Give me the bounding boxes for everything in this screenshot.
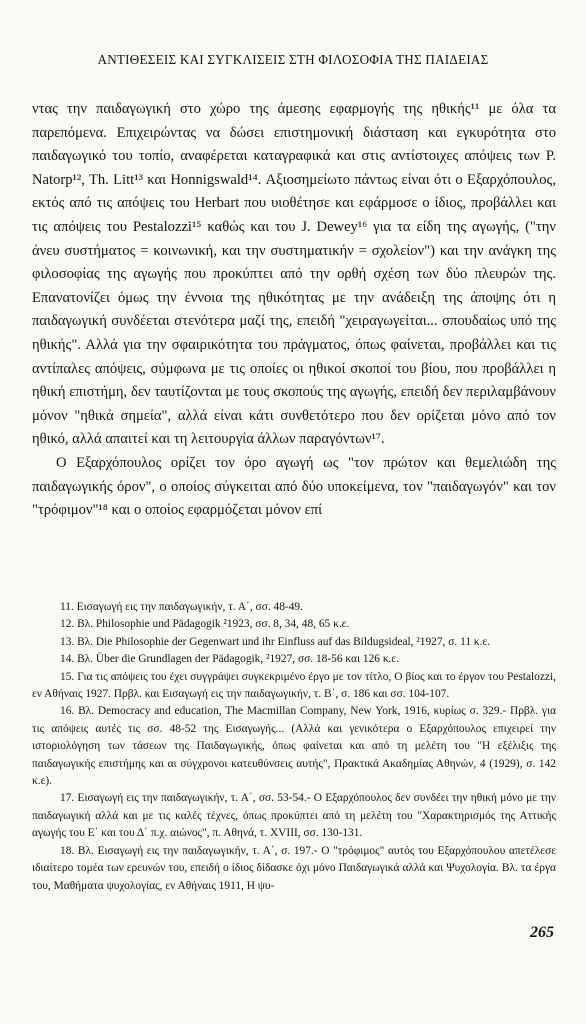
footnote-17: 17. Εισαγωγή εις την παιδαγωγικήν, τ. Α΄, σσ. 53-54.- Ο Εξαρχόπουλος δεν συνδέει την ηθική μόνο με την παιδαγωγική αλλά και με τις καλές τέχνες, όπως προκύπτει από τη μελέτη του "Χαρακτηρισμός της Αττικής αγωγής του Ε΄ και του Δ΄ π.χ. αιώνος", π. Αθηνά, τ. XVIII, σσ. 130-131. [32, 792, 556, 840]
page-number: 265 [530, 924, 554, 941]
main-text [32, 98, 556, 523]
paragraph-2: Ο Εξαρχόπουλος ορίζει τον όρο αγωγή ως "τον πρώτον και θεμελιώδη της παιδαγωγικής όρον", ο οποίος σύγκειται από δύο υποκείμενα, τον "παιδαγωγόν" και τον "τρόφιμον"¹⁸ και ο οποίος εφαρμόζεται μόνον επί [32, 454, 556, 519]
footnote-18: 18. Βλ. Εισαγωγή εις την παιδαγωγικήν, τ. Α΄, σ. 197.- Ο "τρόφιμος" αυτός του Εξαρχόπουλου απετέλεσε ιδιαίτερο τομέα των ερευνών του, επειδή ο ίδιος δίδασκε όχι μόνο Παιδαγωγικά αλλά και Ψυχολογία. Βλ. τα έργα του, Μαθήματα ψυχολογίας, εν Αθήναις 1911, Η ψυ- [32, 844, 556, 892]
footnote-15: 15. Για τις απόψεις του έχει συγγράψει συγκεκριμένο έργο με τον τίτλο, Ο βίος και το έργον του Pestalozzi, εν Αθήναις 1927. Πρβλ. και Εισαγωγή εις την παιδαγωγικήν, τ. Β΄, σ. 186 και σσ. 104-107. [32, 670, 556, 701]
footnote-12: 12. Βλ. Philosophie und Pädagogik ²1923, σσ. 8, 34, 48, 65 κ.ε. [60, 618, 350, 631]
paragraph-1: ντας την παιδαγωγική στο χώρο της άμεσης εφαρμογής της ηθικής¹¹ με όλα τα παρεπόμενα. Επιχειρώντας να δώσει επιστημονική διάσταση και εγκυρότητα στο παιδαγωγικό του τοπίο, αναφέρεται καταγραφικά και στις αντίστοιχες απόψεις των P. Natorp¹², Th. Litt¹³ και Honnigswald¹⁴. Αξιοσημείωτο πάντως είναι ότι ο Εξαρχόπουλος, εκτός από τις απόψεις του Herbart που υιοθέτησε και εφάρμοσε ο ίδιος, προβάλλει και τις απόψεις του Pestalozzi¹⁵ καθώς και του J. Dewey¹⁶ για τα είδη της αγωγής, ("την άνευ συστήματος = κοινωνική, και την συστηματικήν = σχολείον") και την ανάγκη της φιλοσοφίας της αγωγής που προκύπτει από την ορθή σχέση των δύο πλευρών της. Επανατονίζει όμως την έννοια της ηθικότητας με την ανάδειξη της άποψης ότι η παιδαγωγική συνδέεται στενότερα μαζί της, επειδή "χειραγωγείται... σπουδαίως υπό της ηθικής". Αλλά για την σφαιρικότητα του πράγματος, όπως φαίνεται, προβάλλει και τις αντίπαλες απόψεις, σύμφωνα με τις οποίες οι ηθικοί σκοποί του βίου, που προβάλλει η ηθική επιστήμη, δεν ταυτίζονται με τους σκοπούς της αγωγής, επειδή δεν περιλαμβάνουν μόνον "ηθικά σημεία", αλλά είναι κάτι συνθετότερο που δεν ορίζεται μόνο από τον ηθικό, αλλά απαιτεί και τη λειτουργία άλλων παραγόντων¹⁷. [32, 101, 556, 448]
running-header: ΑΝΤΙΘΕΣΕΙΣ ΚΑΙ ΣΥΓΚΛΙΣΕΙΣ ΣΤΗ ΦΙΛΟΣΟΦΙΑ ΤΗΣ ΠΑΙΔΕΙΑΣ [97, 52, 489, 67]
footnotes [32, 599, 556, 895]
footnote-13: 13. Βλ. Die Philosophie der Gegenwart und ihr Einfluss auf das Bildugsideal, ²1927, σ. 11 κ.ε. [60, 635, 491, 648]
footnote-14: 14. Βλ. Über die Grundlagen der Pädagogik, ²1927, σσ. 18-56 και 126 κ.ε. [60, 653, 400, 666]
footnote-16: 16. Βλ. Democracy and education, The Macmillan Company, New York, 1916, κυρίως σ. 329.- Πρβλ. για τις απόψεις αυτές τις σσ. 48-52 της Εισαγωγής... (Αλλά και γενικότερα ο Εξαρχόπουλος επιχειρεί την ιστοριολόγηση των τάσεων της Παιδαγωγικής, όπως φαίνεται και από τη μελέτη του "Η εξέλιξις της παιδαγωγικής επιστήμης και αι σύγχρονοι κατευθύνσεις αυτής", Πρακτικά Ακαδημίας Αθηνών, 4 (1929), σ. 142 κ.ε). [32, 705, 556, 788]
footnote-11: 11. Εισαγωγή εις την παιδαγωγικήν, τ. Α΄, σσ. 48-49. [60, 601, 303, 613]
